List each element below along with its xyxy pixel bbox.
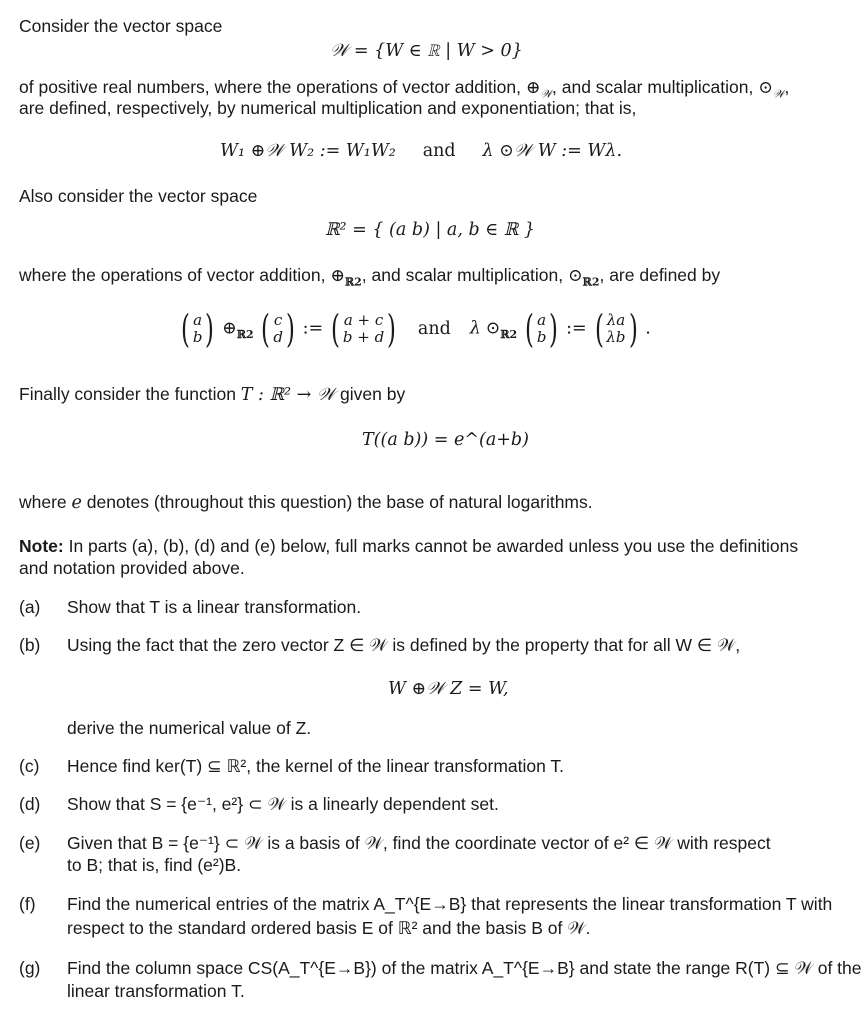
part-e-text-1: Given that B = {e⁻¹} ⊂ 𝒲 is a basis of 𝒲, find the coordinate vector of e² ∈ 𝒲 with respect <box>67 833 771 853</box>
part-a-label: (a) <box>19 597 41 617</box>
R2-intro: Also consider the vector space <box>19 186 258 206</box>
zero-vector-equation: W ⊕𝒲 Z = W, <box>388 679 509 699</box>
part-b-text: Using the fact that the zero vector Z ∈ 𝒲 is defined by the property that for all W ∈ 𝒲, <box>67 635 741 655</box>
R2-definition: ℝ² = { (a b) | a, b ∈ ℝ } <box>325 220 535 240</box>
part-f-label: (f) <box>19 894 36 914</box>
R2-operations-equation: ( a b ) $\oplus_{ℝ2}$ ( c d ) := ( a + c b + d ) and λ $⊙_{ℝ2}$ ( a b ) := ( λa λb ) . <box>180 307 651 351</box>
part-b-derive: derive the numerical value of Z. <box>67 718 312 738</box>
part-a-text: Show that T is a linear transformation. <box>67 597 362 617</box>
intro-line: Consider the vector space <box>19 16 223 36</box>
part-c-text: Hence find ker(T) ⊆ ℝ², the kernel of the linear transformation T. <box>67 756 565 776</box>
part-d-text: Show that S = {e⁻¹, e²} ⊂ 𝒲 is a linearly dependent set. <box>67 794 499 814</box>
W-operations-equation: W₁ ⊕𝒲 W₂ := W₁W₂ and λ ⊙𝒲 W := Wλ. <box>220 141 623 161</box>
T-definition: T((a b)) = e^(a+b) <box>362 430 529 450</box>
part-b-label: (b) <box>19 635 41 655</box>
part-e-label: (e) <box>19 833 41 853</box>
R2-ops-line: where the operations of vector addition, $\oplus_{ℝ2}$, and scalar multiplication, $⊙_{ℝ2}$, are defined by <box>19 265 721 289</box>
part-g-text-2: linear transformation T. <box>67 981 245 1001</box>
intro-ops-line-2: are defined, respectively, by numerical multiplication and exponentiation; that is, <box>19 98 637 118</box>
part-c-label: (c) <box>19 756 40 776</box>
part-d-label: (d) <box>19 794 41 814</box>
e-definition: where e denotes (throughout this question) the base of natural logarithms. <box>19 492 593 513</box>
part-f-text-1: Find the numerical entries of the matrix A_T^{E→B} that represents the linear transformation T with <box>67 894 833 914</box>
W-definition: 𝒲 = {W ∈ ℝ | W > 0} <box>330 41 523 61</box>
part-g-label: (g) <box>19 958 41 978</box>
part-g-text-1: Find the column space CS(A_T^{E→B}) of the matrix A_T^{E→B} and state the range R(T) ⊆ 𝒲 of the <box>67 958 862 978</box>
part-e-text-2: to B; that is, find (e²)B. <box>67 855 242 875</box>
note-line-1: Note: In parts (a), (b), (d) and (e) below, full marks cannot be awarded unless you use the definitions <box>19 536 799 556</box>
intro-ops-line: of positive real numbers, where the operations of vector addition, $\oplus_𝒲$, and scalar multiplication, $⊙_𝒲$, <box>19 77 790 101</box>
part-f-text-2: respect to the standard ordered basis E of ℝ² and the basis B of 𝒲. <box>67 918 591 938</box>
T-intro: Finally consider the function T : ℝ² → 𝒲 given by <box>19 384 406 405</box>
note-line-2: and notation provided above. <box>19 558 245 578</box>
